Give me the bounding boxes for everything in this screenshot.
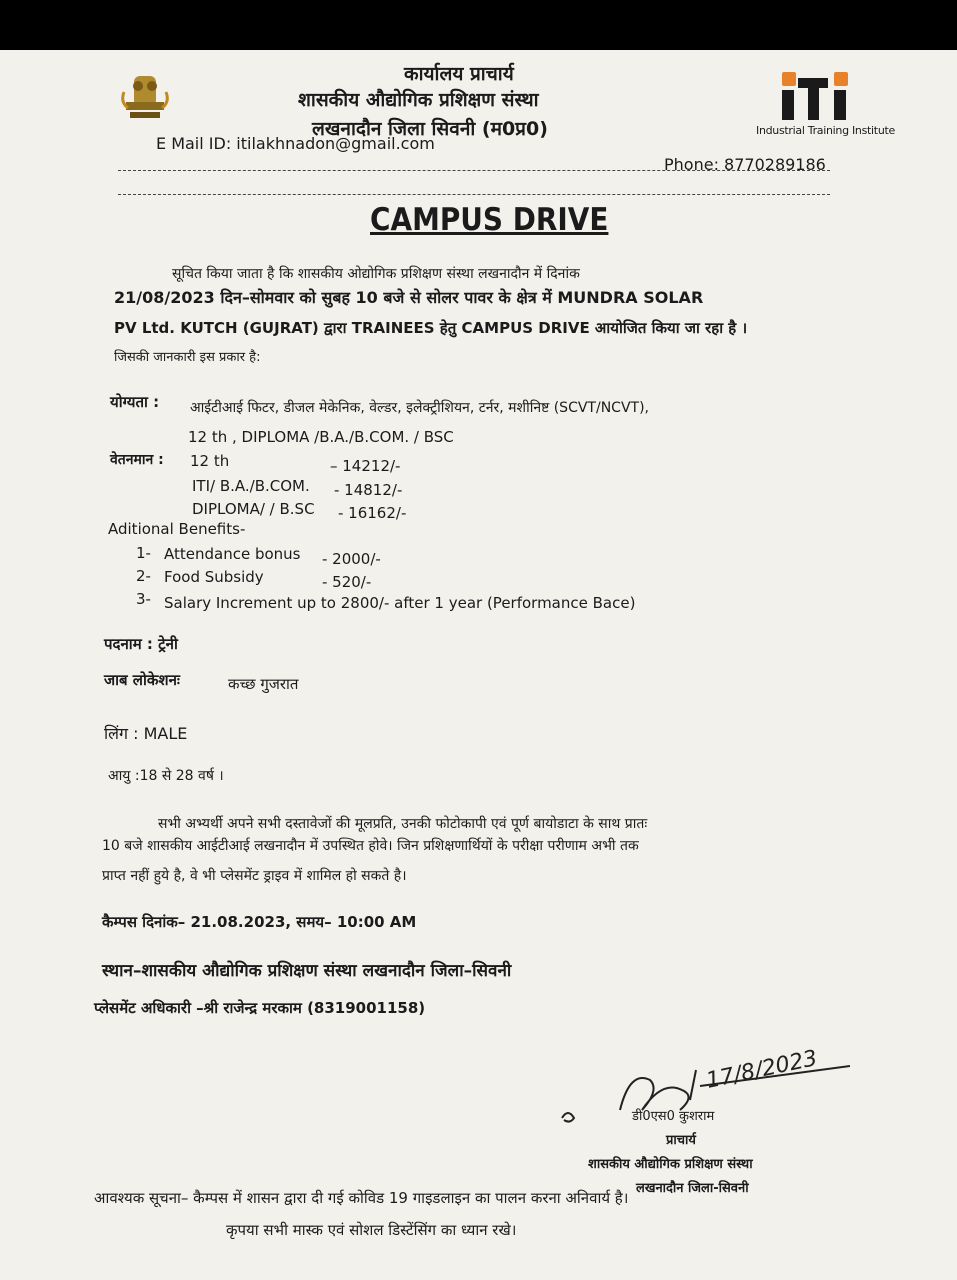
notice-line: आवश्यक सूचना– कैम्पस में शासन द्वारा दी गई कोविड 19 गाइडलाइन का पालन करना अनिवार्य है। — [94, 1189, 629, 1207]
location-value: कच्छ गुजरात — [228, 675, 299, 693]
post-name: पदनाम : ट्रेनी — [104, 635, 178, 653]
iti-logo-icon — [780, 68, 850, 122]
header-divider-2 — [118, 194, 830, 195]
benefit-number: 3- — [136, 590, 151, 608]
eligibility-qualifications: 12 th , DIPLOMA /B.A./B.COM. / BSC — [188, 428, 454, 446]
benefit-text: Food Subsidy — [164, 568, 264, 586]
office-title: कार्यालय प्राचार्य — [404, 63, 514, 85]
signatory-designation: प्राचार्य — [666, 1133, 696, 1148]
signatory-org-location: लखनादौन जिला-सिवनी — [636, 1181, 749, 1196]
campus-date: कैम्पस दिनांक– 21.08.2023, समय– 10:00 AM — [102, 913, 417, 931]
instruction-line: सभी अभ्यर्थी अपने सभी दस्तावेजों की मूलप्रति, उनकी फोटोकापी एवं पूर्ण बायोडाटा के साथ प्रातः — [158, 816, 648, 832]
instruction-line: 10 बजे शासकीय आईटीआई लखनादौन में उपस्थित होवे। जिन प्रशिक्षणार्थियों के परीक्षा परीणाम अभी तक — [102, 838, 639, 854]
intro-line: PV Ltd. KUTCH (GUJRAT) द्वारा TRAINEES हेतु CAMPUS DRIVE आयोजित किया जा रहा है । — [114, 319, 748, 337]
benefit-text: Salary Increment up to 2800/- after 1 year (Performance Bace) — [164, 594, 636, 612]
salary-qualification: DIPLOMA/ / B.SC — [192, 500, 315, 518]
salary-amount: - 16162/- — [338, 504, 407, 522]
eligibility-trades: आईटीआई फिटर, डीजल मेकेनिक, वेल्डर, इलेक्ट्रीशियन, टर्नर, मशीनिष्ट (SCVT/NCVT), — [190, 400, 649, 416]
salary-qualification: ITI/ B.A./B.COM. — [192, 477, 310, 495]
eligibility-label: योग्यता : — [110, 393, 160, 411]
gender: लिंग : MALE — [104, 724, 188, 743]
page-title: CAMPUS DRIVE — [370, 202, 609, 238]
salary-qualification: 12 th — [190, 452, 230, 470]
location-label: जाब लोकेशनः — [104, 671, 180, 689]
benefit-number: 2- — [136, 567, 151, 585]
benefits-heading: Aditional Benefits- — [108, 520, 246, 538]
notice-line: कृपया सभी मास्क एवं सोशल डिस्टेंसिंग का ध्यान रखे। — [226, 1221, 517, 1239]
instruction-line: प्राप्त नहीं हुये है, वे भी प्लेसमेंट ड्राइव में शामिल हो सकते है। — [102, 868, 407, 884]
phone-line: Phone: 8770289186 — [664, 155, 826, 174]
intro-line: सूचित किया जाता है कि शासकीय ओद्योगिक प्रशिक्षण संस्था लखनादौन में दिनांक — [172, 266, 580, 282]
salary-amount: - 14812/- — [334, 481, 403, 499]
government-emblem-icon — [120, 72, 170, 126]
benefit-amount: - 520/- — [322, 573, 372, 591]
benefit-number: 1- — [136, 544, 151, 562]
salary-label: वेतनमान : — [110, 452, 164, 468]
email-line: E Mail ID: itilakhnadon@gmail.com — [156, 134, 435, 153]
venue: स्थान–शासकीय औद्योगिक प्रशिक्षण संस्था लखनादौन जिला–सिवनी — [102, 961, 512, 981]
header-divider — [118, 170, 830, 171]
placement-officer: प्लेसमेंट अधिकारी –श्री राजेन्द्र मरकाम (8319001158) — [94, 999, 426, 1017]
salary-amount: – 14212/- — [330, 457, 401, 475]
benefit-text: Attendance bonus — [164, 545, 301, 563]
intro-line: जिसकी जानकारी इस प्रकार है: — [114, 350, 261, 365]
signatory-name: डी0एस0 कुशराम — [632, 1109, 715, 1124]
institute-name: शासकीय औद्योगिक प्रशिक्षण संस्था — [298, 89, 539, 111]
age-range: आयु :18 से 28 वर्ष । — [108, 768, 224, 784]
iti-caption: Industrial Training Institute — [756, 124, 895, 137]
signature-date: 17/8/2023 — [704, 1045, 820, 1094]
signatory-org: शासकीय औद्योगिक प्रशिक्षण संस्था — [588, 1157, 753, 1172]
benefit-amount: - 2000/- — [322, 550, 381, 568]
intro-line: 21/08/2023 दिन–सोमवार को सुबह 10 बजे से सोलर पावर के क्षेत्र में MUNDRA SOLAR — [114, 288, 704, 307]
institute-location: लखनादौन जिला सिवनी (म0प्र0) — [312, 118, 548, 140]
